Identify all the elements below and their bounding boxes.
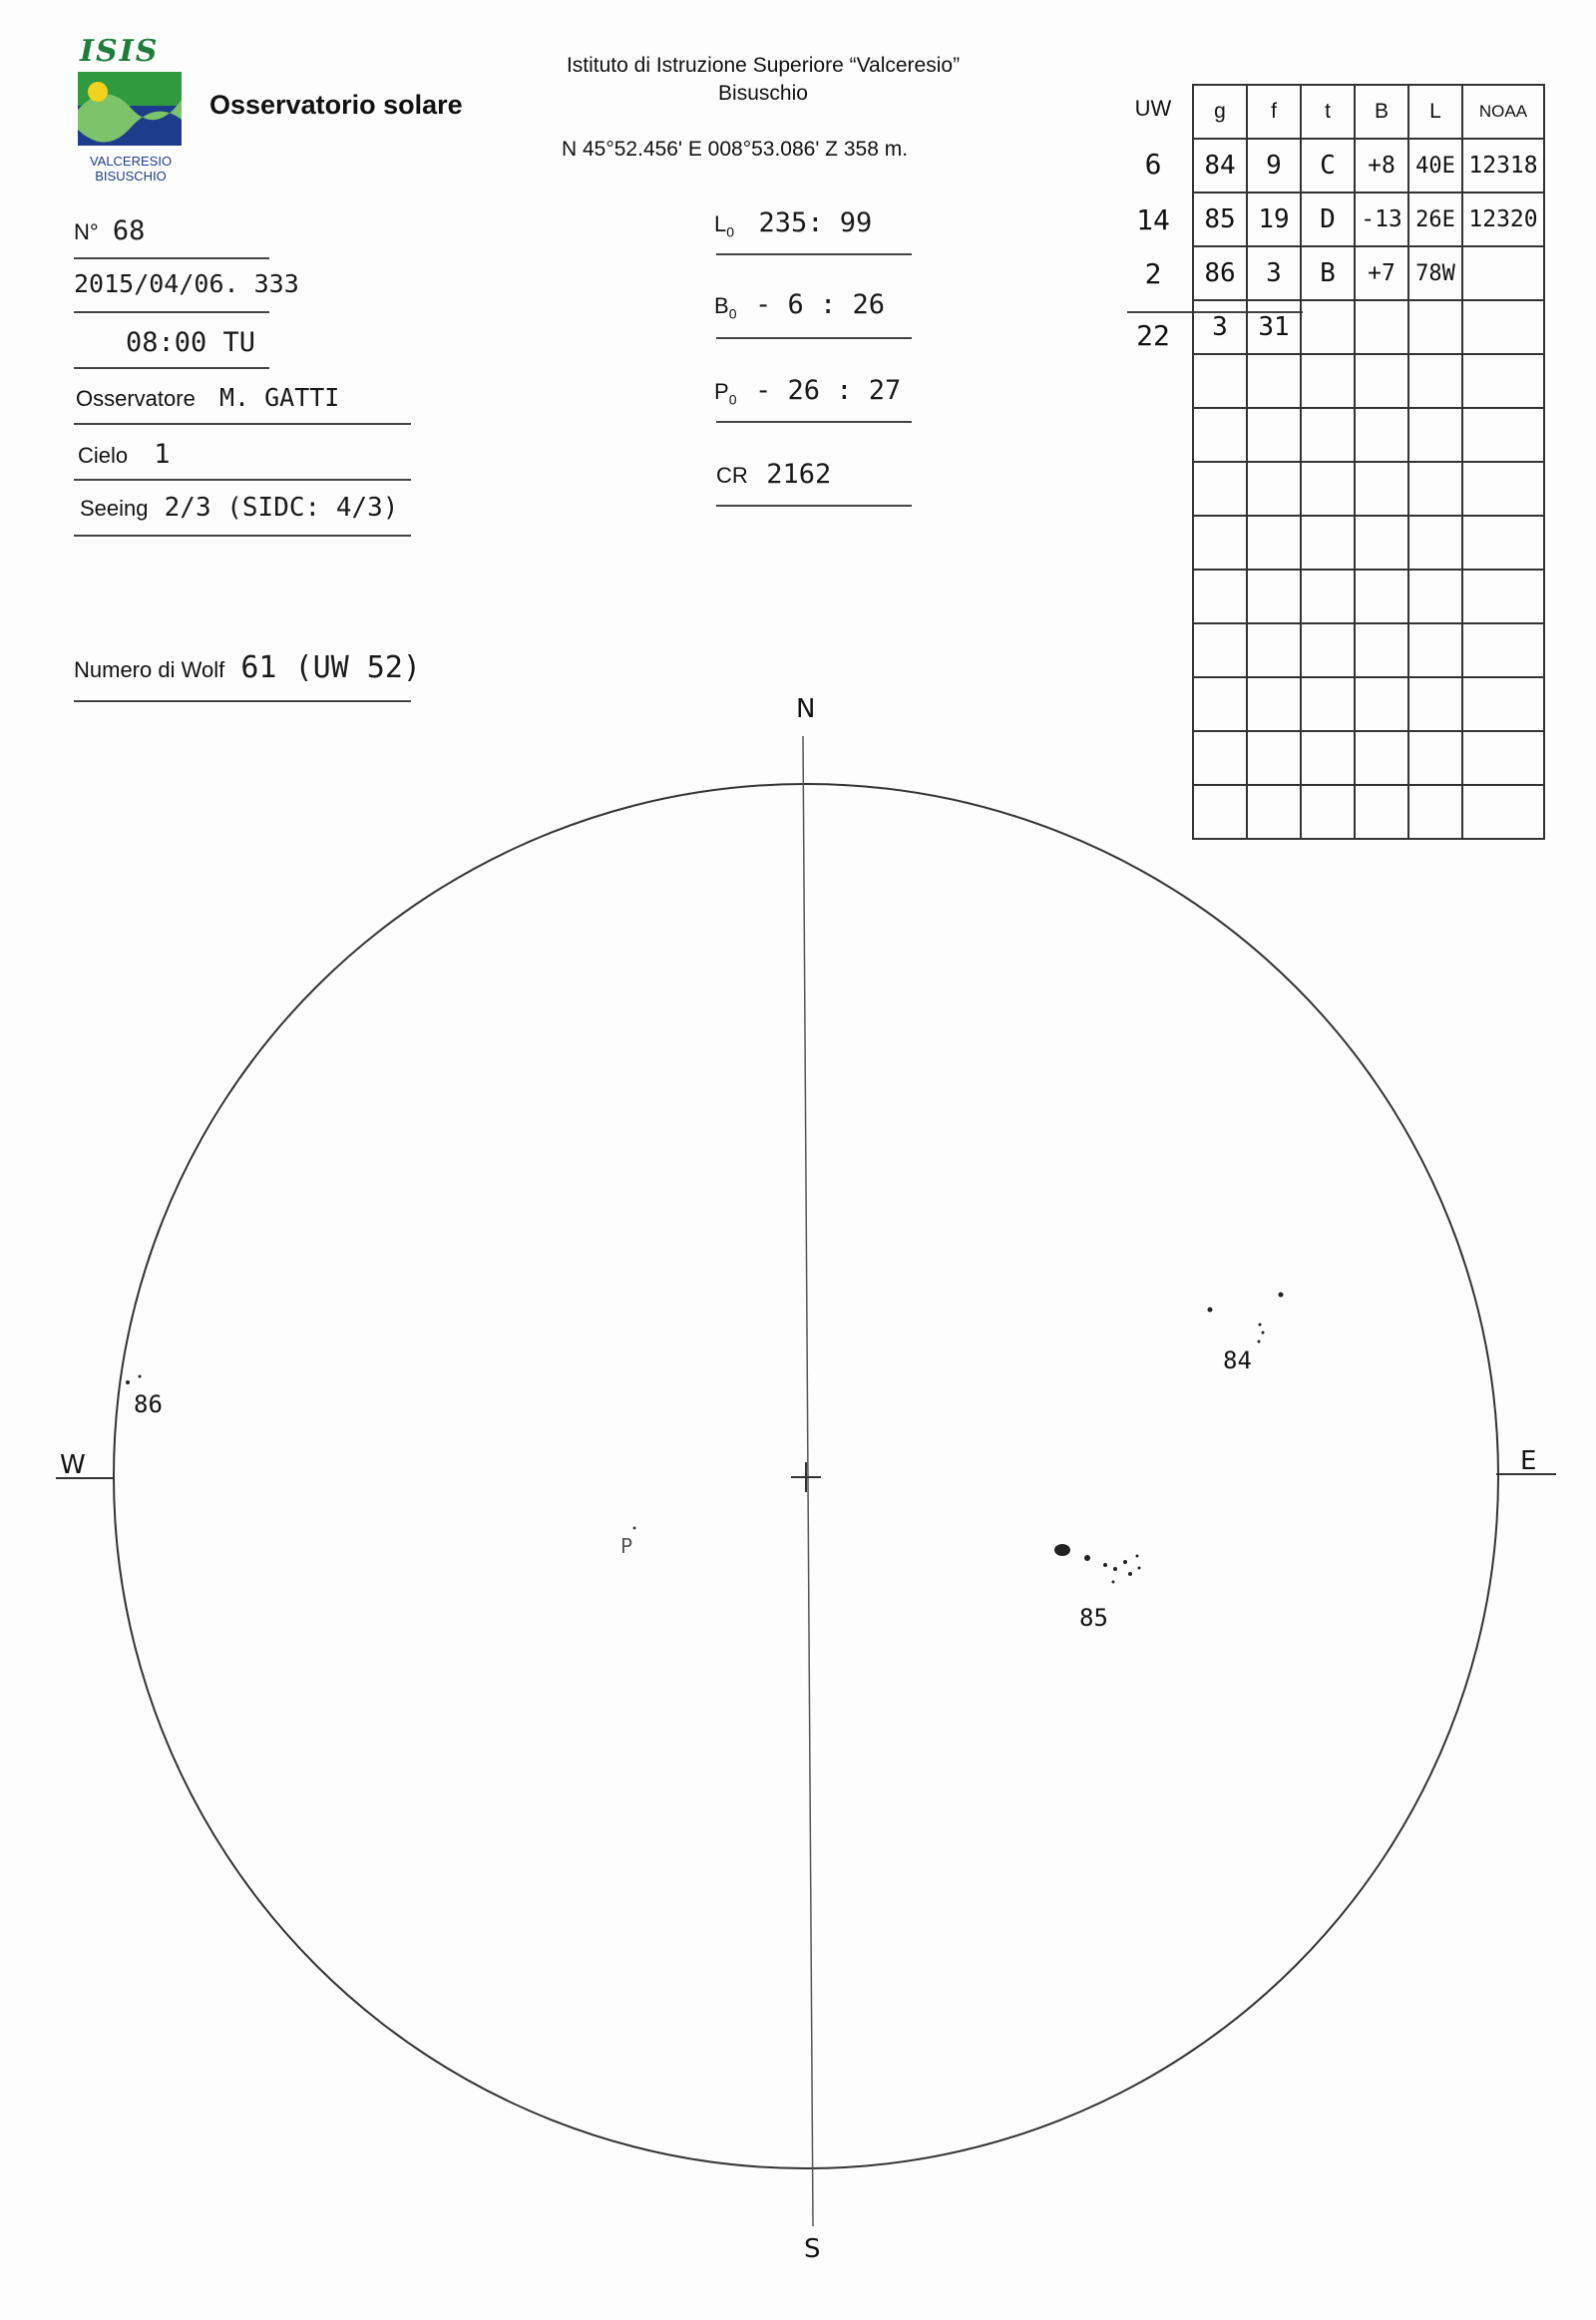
header-noaa: NOAA <box>1462 85 1544 139</box>
site-coordinates: N 45°52.456' E 008°53.086' Z 358 m. <box>562 138 909 161</box>
wolf-value: 61 (UW 52) <box>240 650 421 685</box>
cell-latitude: +8 <box>1355 139 1408 193</box>
uw-value-2: 14 <box>1136 203 1170 236</box>
cell-group: 86 <box>1193 246 1247 300</box>
cell-total-groups: 3 <box>1193 300 1247 354</box>
sunspot-group-86 <box>126 1375 142 1385</box>
group-label-85: 85 <box>1079 1604 1108 1632</box>
cell-spots: 9 <box>1247 139 1301 193</box>
cell-group: 84 <box>1193 139 1247 193</box>
cell-noaa: 12320 <box>1462 193 1544 246</box>
cell-spots: 19 <box>1247 193 1301 246</box>
b0-value: - 6 : 26 <box>754 289 885 320</box>
observer-value: M. GATTI <box>218 383 340 412</box>
cell-longitude: 40E <box>1408 139 1462 193</box>
sunspot-group-84 <box>1208 1293 1284 1344</box>
cell-longitude: 26E <box>1408 193 1462 246</box>
sunspot-group-85 <box>1054 1544 1141 1584</box>
wolf-label: Numero di Wolf <box>74 657 225 682</box>
institute-town: Bisuschio <box>718 82 808 105</box>
l0-label: $L_0$ <box>714 211 735 240</box>
l0-value: 235: 99 <box>758 207 873 238</box>
north-south-axis <box>803 736 813 2226</box>
cell-total-spots: 31 <box>1247 300 1301 354</box>
header-t: t <box>1301 85 1355 139</box>
group-label-84: 84 <box>1223 1347 1252 1374</box>
uw-total: 22 <box>1136 319 1170 352</box>
uw-header: UW <box>1134 96 1172 121</box>
cell-spots: 3 <box>1247 246 1301 300</box>
east-label: E <box>1520 1446 1537 1476</box>
cell-noaa: 12318 <box>1462 139 1544 193</box>
observatory-title: Osservatorio solare <box>209 90 463 120</box>
cell-type: B <box>1301 246 1355 300</box>
seeing-label: Seeing <box>80 496 149 521</box>
logo-sub-line1: VALCERESIO <box>89 154 173 169</box>
time-value: 08:00 TU <box>126 327 256 358</box>
p0-label: $P_0$ <box>714 379 737 408</box>
number-label: N° <box>74 219 99 244</box>
header-g: g <box>1193 85 1247 139</box>
header-l: L <box>1408 85 1462 139</box>
date-value: 2015/04/06. 333 <box>74 269 299 298</box>
pole-mark-label: P <box>620 1534 633 1558</box>
north-label: N <box>796 694 816 724</box>
cell-type: D <box>1301 193 1355 246</box>
number-value: 68 <box>112 215 146 246</box>
sky-value: 1 <box>154 439 171 470</box>
sky-label: Cielo <box>78 443 129 468</box>
pole-mark-dot <box>633 1527 636 1530</box>
cell-latitude: +7 <box>1355 246 1408 300</box>
cr-label: CR <box>716 463 748 488</box>
cell-type: C <box>1301 139 1355 193</box>
west-label: W <box>60 1450 86 1480</box>
logo-wordmark: ISIS <box>80 34 160 69</box>
header-f: f <box>1247 85 1301 139</box>
cr-value: 2162 <box>766 459 832 490</box>
group-label-86: 86 <box>134 1390 163 1418</box>
cell-latitude: -13 <box>1355 193 1408 246</box>
uw-value-1: 6 <box>1144 148 1162 181</box>
institute-name: Istituto di Istruzione Superiore “Valceresio” <box>566 54 961 77</box>
uw-value-3: 2 <box>1144 257 1162 290</box>
logo-sub-line2: BISUSCHIO <box>95 169 167 184</box>
cell-longitude: 78W <box>1408 246 1462 300</box>
header-b: B <box>1355 85 1408 139</box>
south-label: S <box>804 2234 821 2264</box>
observer-label: Osservatore <box>76 386 196 411</box>
seeing-value: 2/3 (SIDC: 4/3) <box>164 493 399 523</box>
cell-group: 85 <box>1193 193 1247 246</box>
p0-value: - 26 : 27 <box>754 375 902 406</box>
b0-label: $B_0$ <box>714 293 737 322</box>
